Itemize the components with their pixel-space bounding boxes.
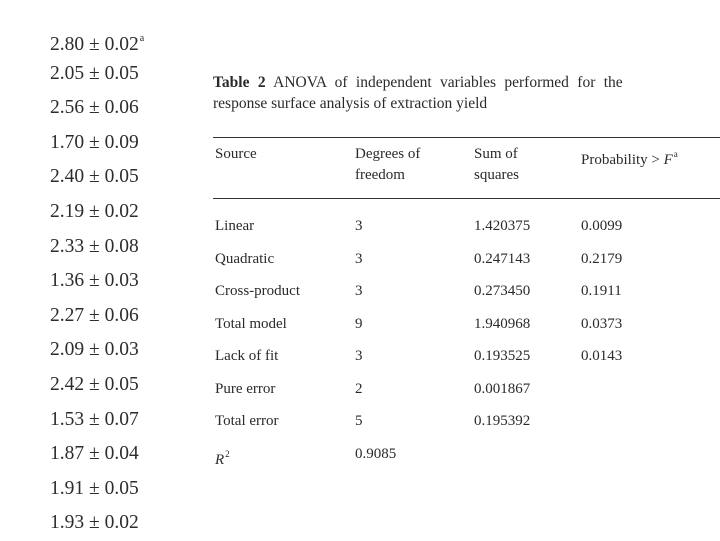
table-row [213, 249, 720, 282]
value-row: 1.36 ± 0.03 [50, 270, 139, 292]
value-row: 2.05 ± 0.05 [50, 62, 139, 84]
value-row: 2.19 ± 0.02 [50, 200, 139, 222]
cell-ss: 0.195392 [474, 413, 531, 429]
value-row: 1.53 ± 0.07 [50, 408, 139, 430]
header-source: Source [215, 146, 257, 162]
header-probability: Probability > $F^a$ [581, 149, 678, 168]
table-row [213, 314, 720, 347]
cell-p: 0.1911 [581, 283, 622, 299]
table-row [213, 379, 720, 412]
cell-df: 5 [355, 413, 363, 429]
value-row: 2.56 ± 0.06 [50, 97, 139, 119]
cell-source: Total error [215, 413, 279, 429]
cell-p: 0.0099 [581, 218, 623, 234]
cell-source: Total model [215, 315, 287, 332]
table-header-rule [213, 198, 720, 199]
value-row: 1.93 ± 0.02 [50, 512, 139, 534]
value-row: 2.33 ± 0.08 [50, 235, 139, 257]
table-top-rule [213, 137, 720, 138]
cell-df: 2 [355, 380, 363, 397]
cell-p: 0.2179 [581, 250, 623, 267]
cell-ss: 0.193525 [474, 348, 531, 364]
header-degrees-of-freedom: Degrees of freedom [355, 146, 421, 183]
cell-p: 0.0373 [581, 315, 623, 332]
table-label: Table 2 [213, 74, 266, 91]
cell-ss: 0.001867 [474, 380, 531, 397]
table-row [213, 444, 720, 477]
cell-df: 3 [355, 348, 363, 364]
table-caption [213, 72, 720, 114]
table-row [213, 281, 720, 314]
cell-df: 9 [355, 315, 363, 332]
value-row: 1.87 ± 0.04 [50, 443, 139, 465]
cell-df: 3 [355, 250, 363, 267]
cell-ss: 1.420375 [474, 218, 531, 234]
anova-table [213, 72, 720, 468]
value-row: 1.91 ± 0.05 [50, 477, 139, 499]
left-values-column [50, 22, 200, 541]
table-row [213, 216, 720, 249]
caption-text-line2: response surface analysis of extraction yield [213, 95, 488, 112]
value-row: 2.09 ± 0.03 [50, 339, 139, 361]
value-row: 2.27 ± 0.06 [50, 304, 139, 326]
cell-df: 3 [355, 283, 363, 299]
value-row: 2.42 ± 0.05 [50, 373, 139, 395]
cell-ss: 1.940968 [474, 315, 531, 332]
cell-p: 0.0143 [581, 348, 623, 364]
cell-source: $R^2$ [215, 448, 230, 468]
table-row [213, 346, 720, 379]
value-row: 1.70 ± 0.09 [50, 131, 139, 153]
value-row: 2.40 ± 0.05 [50, 166, 139, 188]
cell-source: Pure error [215, 380, 276, 397]
cell-ss: 0.247143 [474, 250, 531, 267]
cell-ss: 0.273450 [474, 283, 531, 299]
table-row [213, 411, 720, 444]
caption-text-line1: ANOVA of independent variables performed for the [273, 74, 623, 91]
value-row: 2.80 ± 0.02$^a$ [50, 33, 145, 55]
cell-source: Quadratic [215, 250, 275, 267]
cell-df: 3 [355, 218, 363, 234]
cell-source: Linear [215, 218, 255, 234]
header-sum-of-squares: Sum of squares [474, 146, 519, 183]
cell-source: Cross-product [215, 283, 300, 299]
cell-source: Lack of fit [215, 348, 279, 364]
cell-df: 0.9085 [355, 445, 397, 462]
